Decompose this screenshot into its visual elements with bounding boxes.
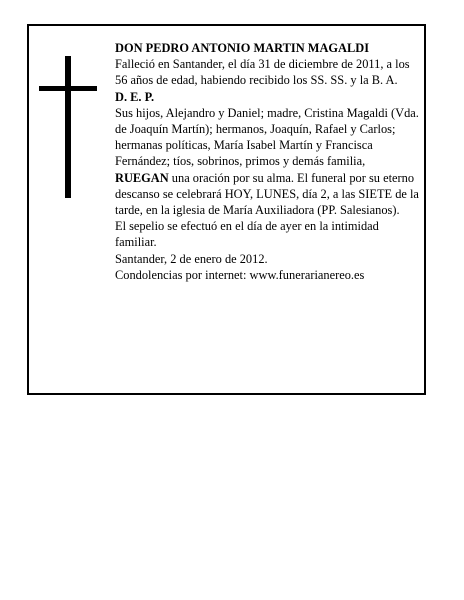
cross-vertical-bar [65,56,71,198]
funeral-request [115,170,421,219]
request-lead: RUEGAN [115,170,169,185]
rip: D. E. P. [115,89,155,104]
place-date: Santander, 2 de enero de 2012. [115,251,268,266]
cross-horizontal-bar [39,86,97,91]
death-notice: Falleció en Santander, el día 31 de diciembre de 2011, a los 56 años de edad, habiendo recibido los SS. SS. y la B. A. [115,57,410,88]
deceased-name: DON PEDRO ANTONIO MARTIN MAGALDI [115,41,370,55]
family-list: Sus hijos, Alejandro y Daniel; madre, Cristina Magaldi (Vda. de Joaquín Martín); hermanos, Joaquín, Rafael y Carlos; hermanas políticas, María Isabel Martín y Francisca Fernández; tíos, sobrinos, primos y demás familia, [115,105,419,169]
cross-icon [39,56,97,198]
condolences-link: Condolencias por internet: www.funerarianereo.es [115,267,365,282]
burial-note: El sepelio se efectuó en el día de ayer en la intimidad familiar. [115,219,379,250]
request-text: una oración por su alma. El funeral por su eterno descanso se celebrará HOY, LUNES, día 2, a las SIETE de la tarde, en la iglesia de María Auxiliadora (PP. Salesianos). [115,170,419,218]
obituary-text [115,40,421,283]
obituary-notice [27,24,426,395]
